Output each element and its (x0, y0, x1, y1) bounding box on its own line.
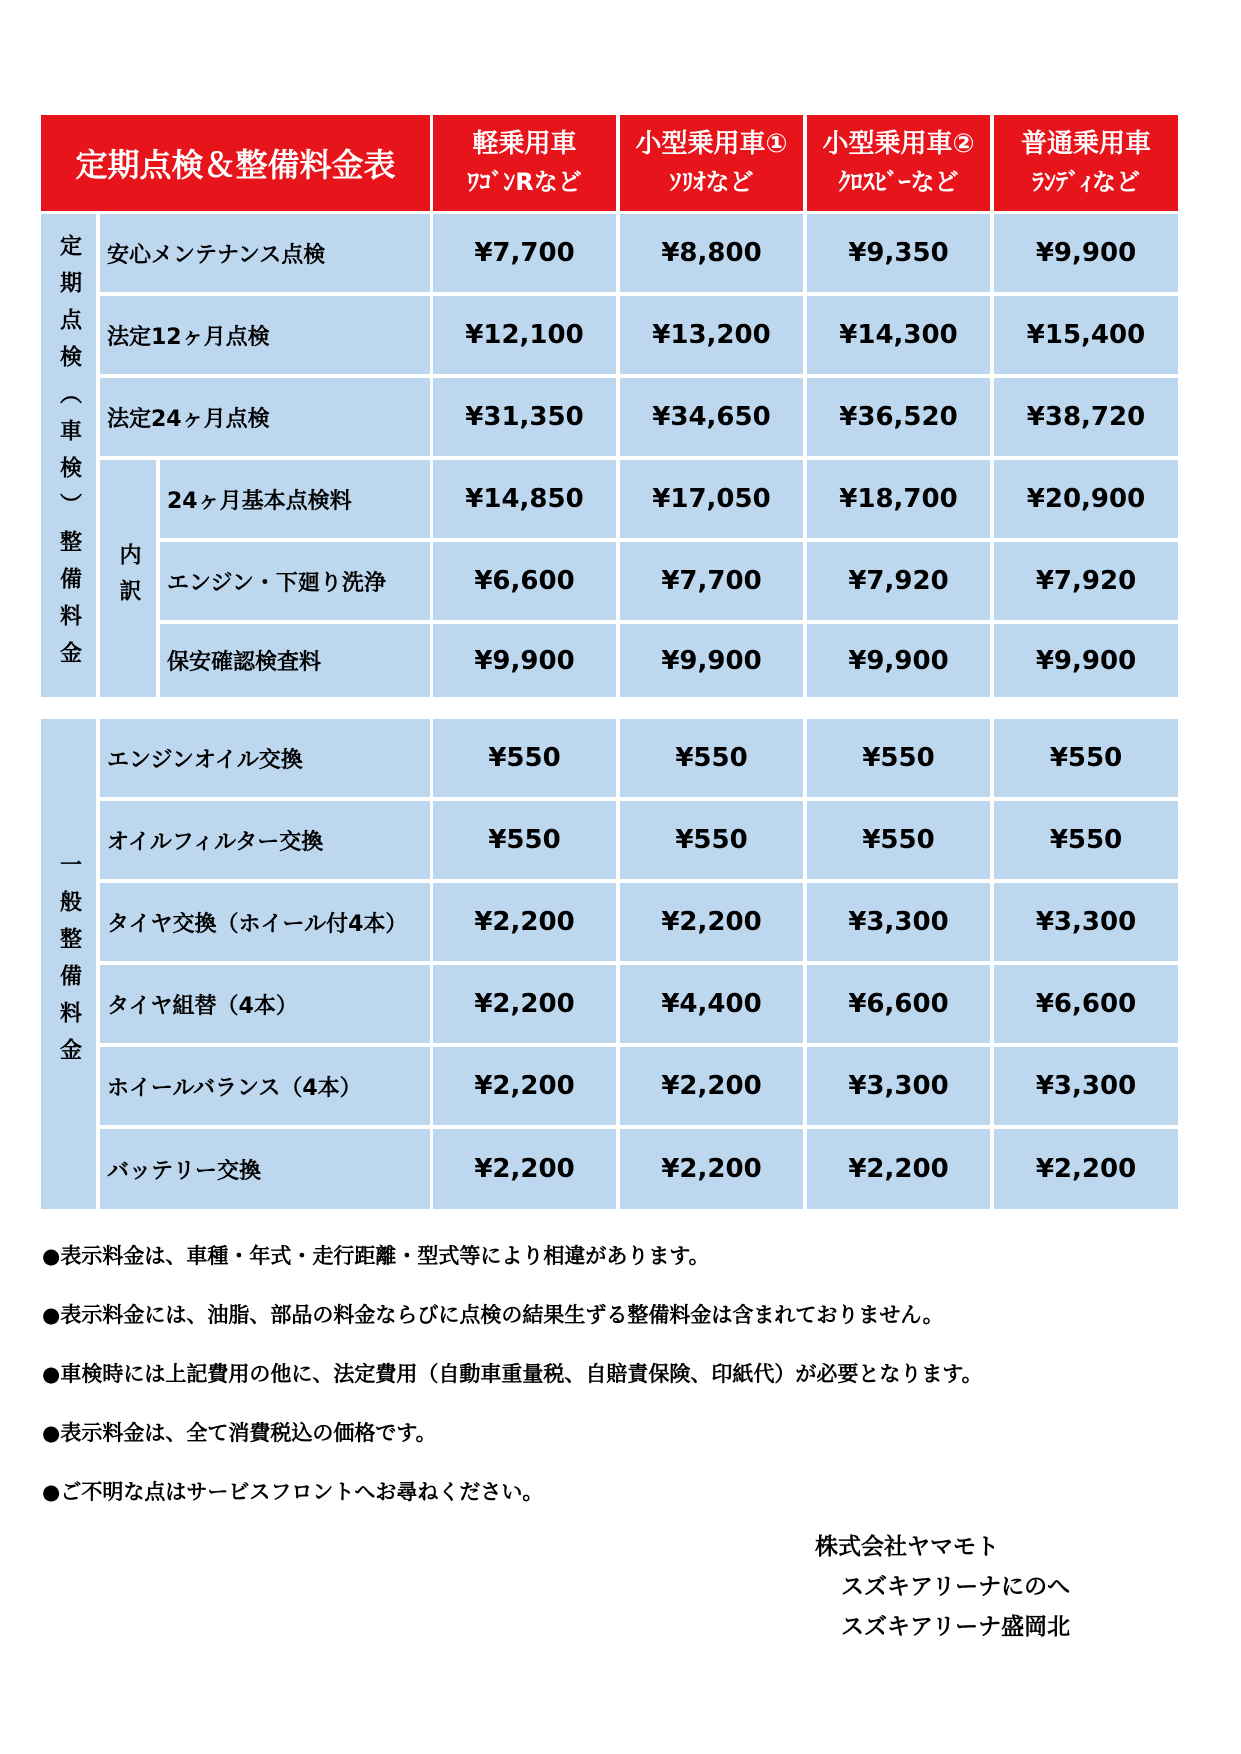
price-cell: ¥550 (807, 801, 990, 879)
price-cell: ¥550 (994, 801, 1178, 879)
branch-name: スズキアリーナ盛岡北 (841, 1614, 1071, 1640)
price-cell: ¥3,300 (994, 1047, 1178, 1125)
price-cell: ¥3,300 (807, 1047, 990, 1125)
price-cell: ¥7,700 (433, 214, 616, 292)
price-cell: ¥36,520 (807, 378, 990, 456)
table-title: 定期点検＆整備料金表 (41, 115, 430, 211)
price-cell: ¥7,920 (807, 542, 990, 620)
price-cell: ¥9,900 (620, 624, 803, 697)
row-name: エンジン・下廻り洗浄 (160, 542, 430, 620)
price-cell: ¥38,720 (994, 378, 1178, 456)
price-cell: ¥18,700 (807, 460, 990, 538)
price-cell: ¥14,850 (433, 460, 616, 538)
price-cell: ¥2,200 (433, 883, 616, 961)
price-cell: ¥8,800 (620, 214, 803, 292)
section-label-inspection (41, 214, 96, 697)
price-cell: ¥4,400 (620, 965, 803, 1043)
row-name: タイヤ交換（ホイール付4本） (100, 883, 430, 961)
row-name: バッテリー交換 (100, 1129, 430, 1209)
row-name: 24ヶ月基本点検料 (160, 460, 430, 538)
price-cell: ¥2,200 (620, 1047, 803, 1125)
price-cell: ¥9,900 (807, 624, 990, 697)
note-item: ●ご不明な点はサービスフロントへお尋ねください。 (42, 1480, 544, 1504)
price-cell: ¥2,200 (620, 1129, 803, 1209)
price-cell: ¥6,600 (994, 965, 1178, 1043)
column-header-kei (433, 115, 616, 211)
price-cell: ¥2,200 (994, 1129, 1178, 1209)
price-cell: ¥2,200 (433, 1047, 616, 1125)
company-name: 株式会社ヤマモト (815, 1534, 999, 1560)
column-header-line1: 普通乗用車 (1020, 129, 1151, 159)
price-cell: ¥31,350 (433, 378, 616, 456)
price-cell: ¥550 (620, 801, 803, 879)
price-cell: ¥6,600 (807, 965, 990, 1043)
note-item: ●表示料金には、油脂、部品の料金ならびに点検の結果生ずる整備料金は含まれておりません。 (42, 1303, 944, 1327)
section-label-general (41, 719, 96, 1209)
price-cell: ¥2,200 (433, 1129, 616, 1209)
row-name: ホイールバランス（4本） (100, 1047, 430, 1125)
company-block (815, 1527, 1070, 1647)
price-cell: ¥17,050 (620, 460, 803, 538)
column-header-line2: ﾜｺﾞﾝRなど (467, 168, 582, 196)
price-cell: ¥9,900 (433, 624, 616, 697)
price-cell: ¥550 (994, 719, 1178, 797)
column-header-line2: ﾗﾝﾃﾞｨなど (1032, 168, 1140, 196)
column-header-regular (994, 115, 1178, 211)
price-cell: ¥550 (433, 719, 616, 797)
row-name: 法定24ヶ月点検 (100, 378, 430, 456)
price-cell: ¥14,300 (807, 296, 990, 374)
row-name: タイヤ組替（4本） (100, 965, 430, 1043)
row-name: 安心メンテナンス点検 (100, 214, 430, 292)
column-header-line1: 小型乗用車① (635, 129, 788, 159)
price-cell: ¥9,900 (994, 214, 1178, 292)
breakdown-label-text: 内訳 (116, 542, 141, 615)
price-cell: ¥3,300 (807, 883, 990, 961)
price-cell: ¥2,200 (433, 965, 616, 1043)
column-header-line2: ｸﾛｽﾋﾞｰなど (838, 168, 959, 196)
price-cell: ¥13,200 (620, 296, 803, 374)
column-header-line2: ｿﾘｵなど (669, 168, 754, 196)
price-cell: ¥2,200 (807, 1129, 990, 1209)
price-cell: ¥9,900 (994, 624, 1178, 697)
price-cell: ¥9,350 (807, 214, 990, 292)
price-cell: ¥6,600 (433, 542, 616, 620)
row-name: 法定12ヶ月点検 (100, 296, 430, 374)
column-header-line1: 小型乗用車② (822, 129, 975, 159)
column-header-small2 (807, 115, 990, 211)
section-label-text: 一般整備料金 (56, 853, 82, 1075)
section-label-text: 定期点検︵車検︶整備料金 (56, 233, 82, 678)
price-cell: ¥12,100 (433, 296, 616, 374)
price-cell: ¥3,300 (994, 883, 1178, 961)
price-cell: ¥15,400 (994, 296, 1178, 374)
note-item: ●表示料金は、車種・年式・走行距離・型式等により相違があります。 (42, 1244, 710, 1268)
price-cell: ¥7,700 (620, 542, 803, 620)
note-item: ●車検時には上記費用の他に、法定費用（自動車重量税、自賠責保険、印紙代）が必要となります。 (42, 1362, 983, 1386)
column-header-small1 (620, 115, 803, 211)
note-item: ●表示料金は、全て消費税込の価格です。 (42, 1421, 437, 1445)
price-cell: ¥7,920 (994, 542, 1178, 620)
price-cell: ¥34,650 (620, 378, 803, 456)
price-cell: ¥550 (433, 801, 616, 879)
price-cell: ¥550 (807, 719, 990, 797)
column-header-line1: 軽乗用車 (472, 129, 577, 159)
row-name: 保安確認検査料 (160, 624, 430, 697)
price-cell: ¥550 (620, 719, 803, 797)
price-cell: ¥2,200 (620, 883, 803, 961)
price-cell: ¥20,900 (994, 460, 1178, 538)
breakdown-label (100, 460, 156, 697)
row-name: オイルフィルター交換 (100, 801, 430, 879)
row-name: エンジンオイル交換 (100, 719, 430, 797)
notes-list (42, 1240, 1192, 1535)
branch-name: スズキアリーナにのへ (841, 1574, 1071, 1600)
